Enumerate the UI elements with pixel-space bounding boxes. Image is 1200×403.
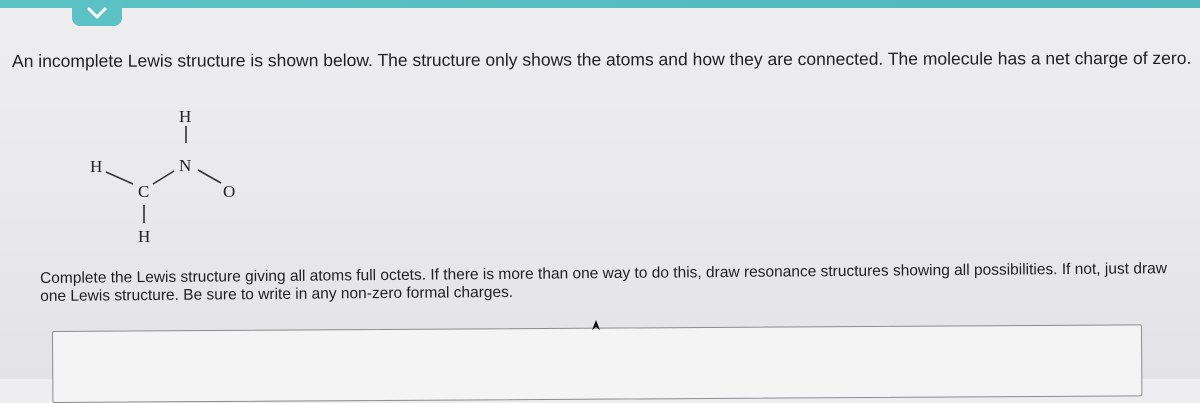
atom-h-bottom: H: [138, 227, 151, 246]
bond-h-c: [106, 172, 133, 184]
mouse-pointer-icon: [590, 318, 602, 337]
atom-h-top: H: [179, 107, 192, 126]
atom-c: C: [138, 182, 150, 201]
expand-toggle-button[interactable]: [72, 0, 122, 26]
question-prompt: An incomplete Lewis structure is shown below. The structure only shows the atoms and how they are connected. The molecule has a net charge of zero.: [12, 47, 1192, 71]
atom-n: N: [179, 156, 192, 175]
molecule-diagram: [60, 95, 280, 265]
bond-n-o: [198, 170, 221, 183]
chevron-down-icon: [86, 6, 108, 20]
top-accent-bar: [0, 0, 1200, 8]
atom-o: O: [223, 182, 236, 201]
bond-c-n: [153, 171, 174, 184]
lewis-structure-figure: [60, 95, 280, 265]
atom-h-left: H: [90, 157, 103, 176]
instructions-text: Complete the Lewis structure giving all atoms full octets. If there is more than one way to do this, draw resonance structures showing all possibilities. If not, just draw one Lewis structure. Be sure to write in any non-zero formal charges.: [40, 260, 1167, 305]
